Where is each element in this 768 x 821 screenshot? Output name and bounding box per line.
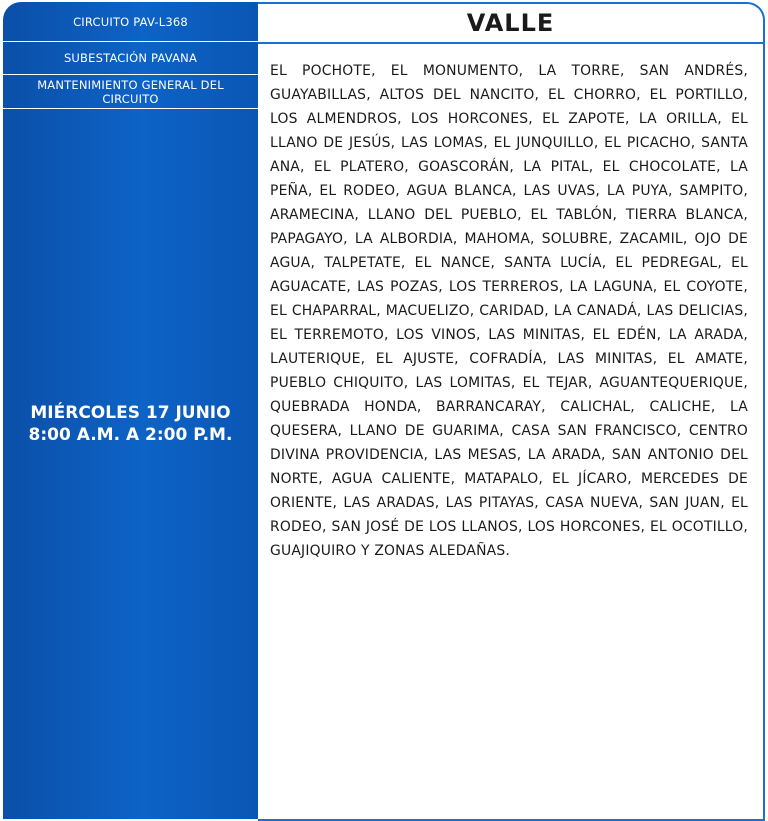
schedule-date: MIÉRCOLES 17 JUNIO (30, 403, 231, 423)
work-type-label (3, 75, 258, 109)
affected-areas-panel (258, 2, 765, 821)
work-type-text: MANTENIMIENTO GENERAL DEL CIRCUITO (37, 77, 224, 106)
circuit-label: CIRCUITO PAV-L368 (3, 2, 258, 42)
department-title: VALLE (258, 4, 763, 44)
schedule-panel (3, 2, 258, 819)
schedule-time: 8:00 A.M. A 2:00 P.M. (28, 425, 233, 445)
substation-label: SUBESTACIÓN PAVANA (3, 42, 258, 75)
schedule-block (3, 402, 258, 446)
affected-places-text: EL POCHOTE, EL MONUMENTO, LA TORRE, SAN ANDRÉS, GUAYABILLAS, ALTOS DEL NANCITO, EL CHORRO, EL PORTILLO, LOS ALMENDROS, LOS HORCONES, EL ZAPOTE, LA ORILLA, EL LLANO DE JESÚS, LAS LOMAS, EL JUNQUILLO, EL PICACHO, SANTA ANA, EL PLATERO, GOASCORÁN, LA PITAL, EL CHOCOLATE, LA PEÑA, EL RODEO, AGUA BLANCA, LAS UVAS, LA PUYA, SAMPITO, ARAMECINA, LLANO DEL PUEBLO, EL TABLÓN, TIERRA BLANCA, PAPAGAYO, LA ALBORDIA, MAHOMA, SOLUBRE, ZACAMIL, OJO DE AGUA, TALPETATE, EL NANCE, SANTA LUCÍA, EL PEDREGAL, EL AGUACATE, LAS POZAS, LOS TERREROS, LA LAGUNA, EL COYOTE, EL CHAPARRAL, MACUELIZO, CARIDAD, LA CANADÁ, LAS DELICIAS, EL TERREMOTO, LOS VINOS, LAS MINITAS, EL EDÉN, LA ARADA, LAUTERIQUE, EL AJUSTE, COFRADÍA, LAS MINITAS, EL AMATE, PUEBLO CHIQUITO, LAS LOMITAS, EL TEJAR, AGUANTEQUERIQUE, QUEBRADA HONDA, BARRANCARAY, CALICHAL, CALICHE, LA QUESERA, LLANO DE GUARIMA, CASA SAN FRANCISCO, CENTRO DIVINA PROVIDENCIA, LAS MESAS, LA ARADA, SAN ANTONIO DEL NORTE, AGUA CALIENTE, MATAPALO, EL JÍCARO, MERCEDES DE ORIENTE, LAS ARADAS, LAS PITAYAS, CASA NUEVA, SAN JUAN, EL RODEO, SAN JOSÉ DE LOS LLANOS, LOS HORCONES, EL OCOTILLO, GUAJIQUIRO Y ZONAS ALEDAÑAS. (270, 63, 748, 559)
